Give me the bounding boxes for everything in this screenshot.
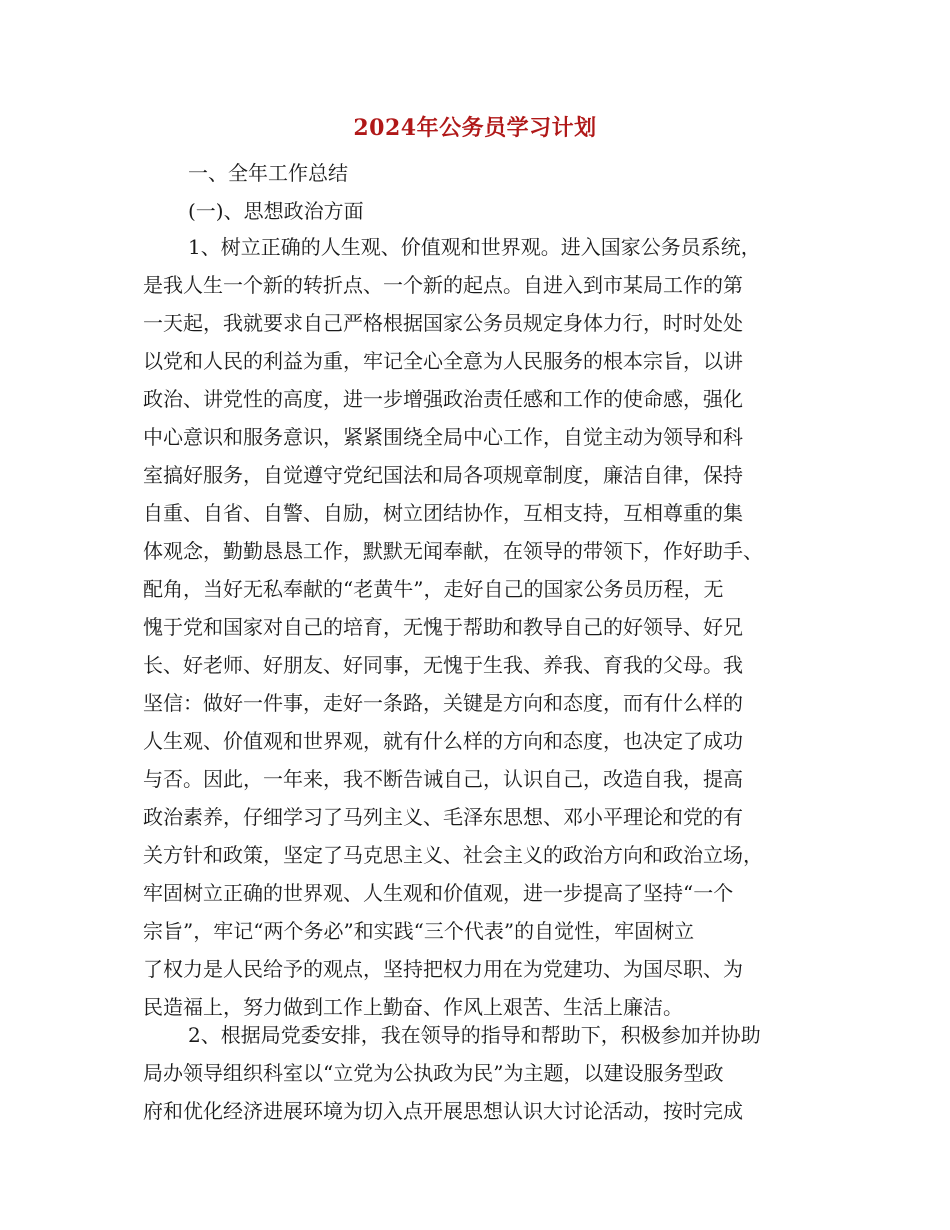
paragraph-1	[143, 228, 808, 1026]
paragraph-line: 中心意识和服务意识，紧紧围绕全局中心工作，自觉主动为领导和科	[143, 425, 743, 449]
paragraph-line: 牢固树立正确的世界观、人生观和价值观，进一步提高了坚持“一个	[143, 881, 734, 905]
paragraph-line: 体观念，勤勤恳恳工作，默默无闻奉献，在领导的带领下，作好助手、	[143, 539, 763, 563]
section-heading: 一、全年工作总结	[188, 161, 348, 185]
paragraph-line: 室搞好服务，自觉遵守党纪国法和局各项规章制度，廉洁自律，保持	[143, 463, 743, 487]
paragraph-line: 长、好老师、好朋友、好同事，无愧于生我、养我、育我的父母。我	[143, 653, 743, 677]
paragraph-line: 1、树立正确的人生观、价值观和世界观。进入国家公务员系统，	[188, 235, 761, 259]
paragraph-line: 人生观、价值观和世界观，就有什么样的方向和态度，也决定了成功	[143, 729, 743, 753]
document-title: 2024年公务员学习计划	[353, 115, 597, 141]
paragraph-line: 坚信：做好一件事，走好一条路，关键是方向和态度，而有什么样的	[143, 691, 743, 715]
paragraph-line: 自重、自省、自警、自励，树立团结协作，互相支持，互相尊重的集	[143, 501, 743, 525]
paragraph-line: 与否。因此，一年来，我不断告诫自己，认识自己，改造自我，提高	[143, 767, 743, 791]
paragraph-line: 2、根据局党委安排，我在领导的指导和帮助下，积极参加并协助	[188, 1023, 761, 1047]
subsection-heading: (一)、思想政治方面	[188, 199, 364, 223]
paragraph-line: 民造福上，努力做到工作上勤奋、作风上艰苦、生活上廉洁。	[143, 995, 683, 1019]
paragraph-line: 以党和人民的利益为重，牢记全心全意为人民服务的根本宗旨，以讲	[143, 349, 743, 373]
paragraph-line: 关方针和政策，坚定了马克思主义、社会主义的政治方向和政治立场，	[143, 843, 763, 867]
paragraph-line: 宗旨”，牢记“两个务必”和实践“三个代表”的自觉性，牢固树立	[143, 919, 695, 943]
paragraph-line: 配角，当好无私奉献的“老黄牛”，走好自己的国家公务员历程，无	[143, 577, 724, 601]
paragraph-line: 局办领导组织科室以“立党为公执政为民”为主题，以建设服务型政	[143, 1061, 724, 1085]
paragraph-line: 府和优化经济进展环境为切入点开展思想认识大讨论活动，按时完成	[143, 1099, 743, 1123]
paragraph-line: 愧于党和国家对自己的培育，无愧于帮助和教导自己的好领导、好兄	[143, 615, 743, 639]
paragraph-line: 一天起，我就要求自己严格根据国家公务员规定身体力行，时时处处	[143, 311, 743, 335]
paragraph-line: 是我人生一个新的转折点、一个新的起点。自进入到市某局工作的第	[143, 273, 743, 297]
paragraph-line: 政治素养，仔细学习了马列主义、毛泽东思想、邓小平理论和党的有	[143, 805, 743, 829]
paragraph-2	[143, 1016, 808, 1130]
paragraph-line: 了权力是人民给予的观点，坚持把权力用在为党建功、为国尽职、为	[143, 957, 743, 981]
paragraph-line: 政治、讲党性的高度，进一步增强政治责任感和工作的使命感，强化	[143, 387, 743, 411]
